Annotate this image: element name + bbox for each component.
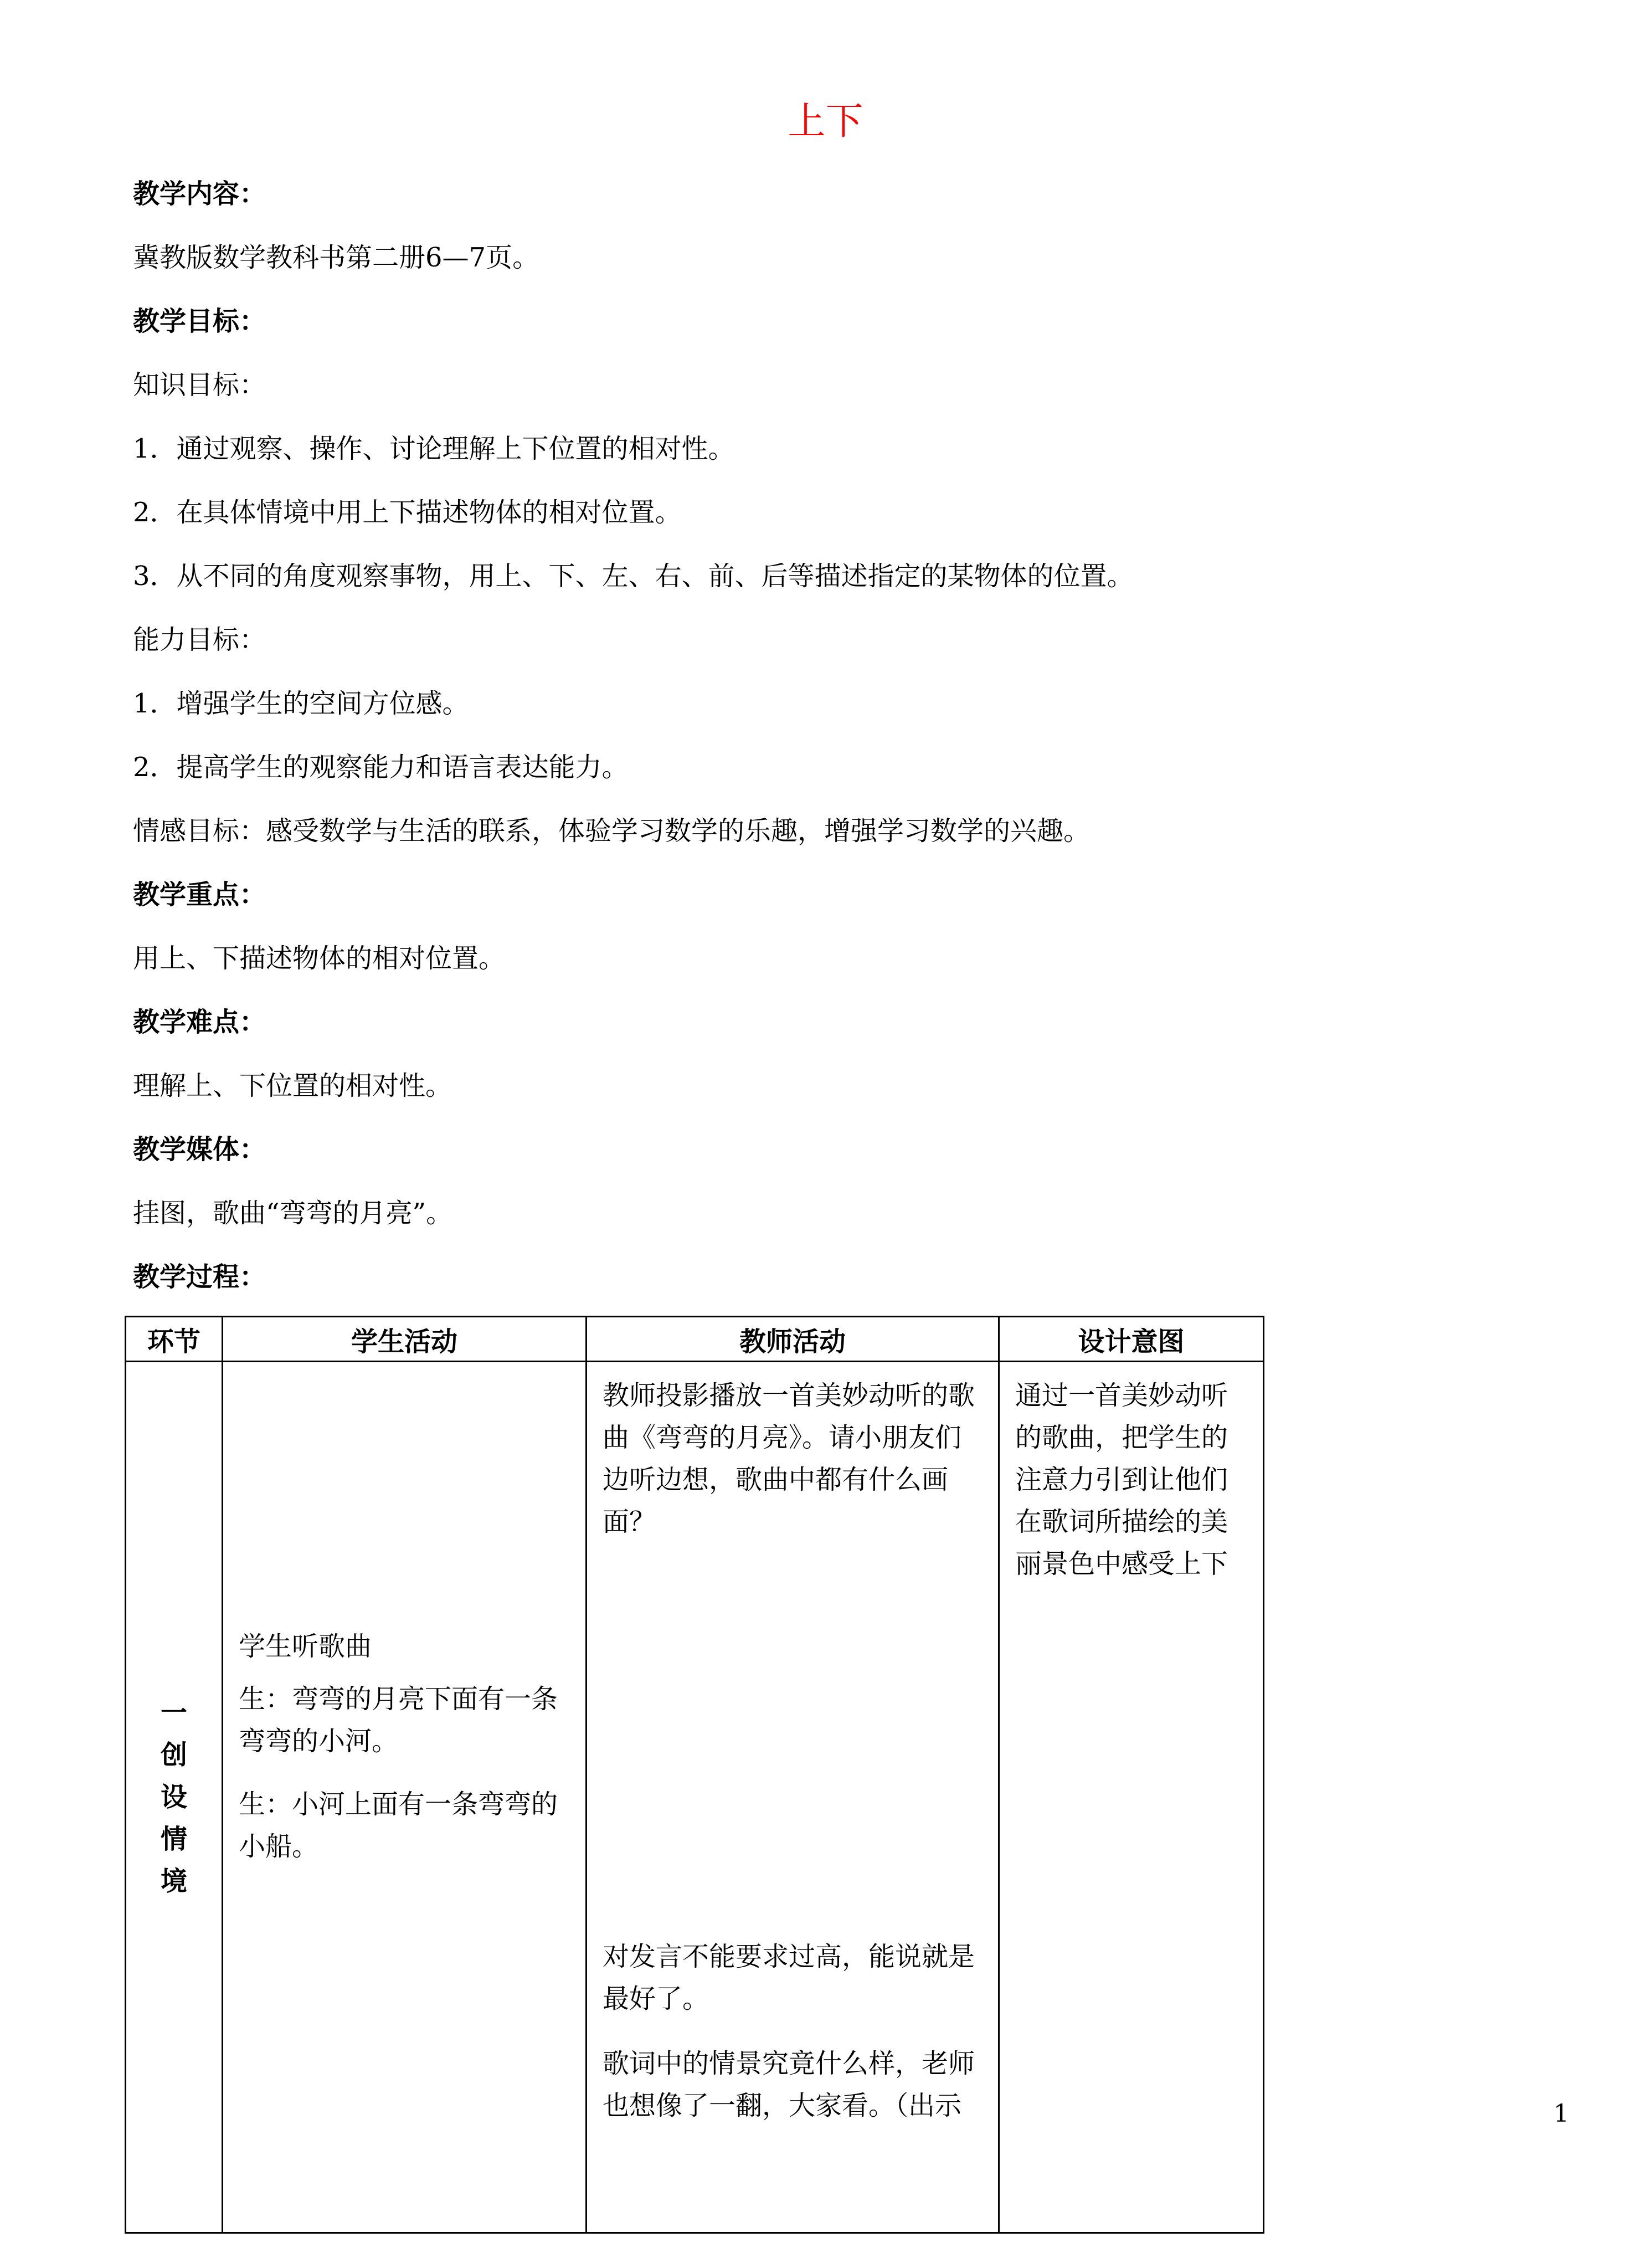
process-heading: 教学过程：	[133, 1261, 266, 1292]
stage-char: 设	[160, 1782, 187, 1813]
difficulty-heading: 教学难点：	[133, 1007, 266, 1038]
difficulty-text: 理解上、下位置的相对性。	[133, 1070, 452, 1101]
student-text-2: 生：弯弯的月亮下面有一条弯弯的小河。	[239, 1684, 558, 1757]
knowledge-item-3: 3．从不同的角度观察事物，用上、下、左、右、前、后等描述指定的某物体的位置。	[133, 561, 1134, 592]
teacher-text-3: 歌词中的情景究竟什么样，老师也想像了一翻，大家看。（出示	[603, 2048, 975, 2121]
content-text: 冀教版数学教科书第二册6—7页。	[133, 242, 539, 273]
stage-char: 境	[160, 1866, 187, 1897]
page-title: 上下	[788, 100, 863, 143]
ability-heading: 能力目标：	[133, 624, 266, 655]
knowledge-item-2: 2．在具体情境中用上下描述物体的相对位置。	[133, 497, 682, 528]
media-text: 挂图，歌曲“弯弯的月亮”。	[133, 1198, 453, 1229]
student-cell	[223, 1362, 587, 2233]
intent-cell	[999, 1362, 1264, 2233]
emotion-text: 情感目标：感受数学与生活的联系，体验学习数学的乐趣，增强学习数学的兴趣。	[133, 815, 1091, 846]
process-table	[125, 1316, 1264, 2234]
stage-char: 创	[160, 1740, 187, 1771]
stage-cell	[126, 1362, 223, 2233]
key-heading: 教学重点：	[133, 879, 266, 910]
teacher-text-2: 对发言不能要求过高，能说就是最好了。	[603, 1941, 975, 2014]
key-text: 用上、下描述物体的相对位置。	[133, 943, 506, 974]
stage-char: 一	[160, 1697, 187, 1728]
content-heading: 教学内容：	[133, 178, 266, 209]
media-heading: 教学媒体：	[133, 1134, 266, 1165]
header-intent: 设计意图	[999, 1317, 1264, 1362]
goals-heading: 教学目标：	[133, 306, 266, 337]
header-stage: 环节	[126, 1317, 223, 1362]
header-student: 学生活动	[223, 1317, 587, 1362]
ability-item-1: 1．增强学生的空间方位感。	[133, 688, 469, 719]
table-row	[126, 1362, 1264, 2233]
page-number: 1	[1554, 2100, 1569, 2128]
stage-char: 情	[160, 1824, 187, 1855]
intent-text: 通过一首美妙动听的歌曲，把学生的注意力引到让他们在歌词所描绘的美丽景色中感受上下	[1015, 1380, 1228, 1579]
student-text-1: 学生听歌曲	[239, 1631, 372, 1662]
header-teacher: 教师活动	[587, 1317, 999, 1362]
knowledge-heading: 知识目标：	[133, 370, 266, 401]
knowledge-item-1: 1．通过观察、操作、讨论理解上下位置的相对性。	[133, 433, 735, 464]
student-text-3: 生：小河上面有一条弯弯的小船。	[239, 1789, 558, 1862]
teacher-text-1: 教师投影播放一首美妙动听的歌曲《弯弯的月亮》。请小朋友们边听边想，歌曲中都有什么画面？	[603, 1380, 975, 1537]
teacher-cell	[587, 1362, 999, 2233]
ability-item-2: 2．提高学生的观察能力和语言表达能力。	[133, 752, 629, 783]
table-header-row	[126, 1317, 1264, 1362]
